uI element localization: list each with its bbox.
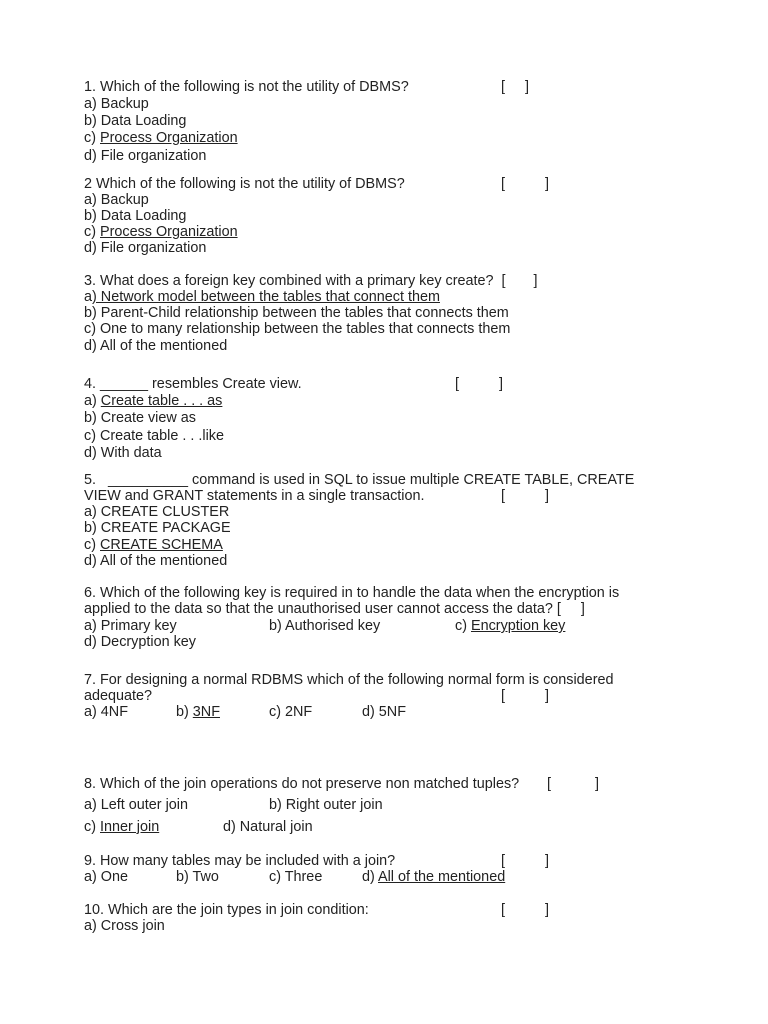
question-10-text: 10. Which are the join types in join condition: — [84, 902, 369, 918]
question-6-text-line-1: 6. Which of the following key is required in to handle the data when the encryption is — [84, 585, 620, 601]
correct-answer: All of the mentioned — [378, 869, 506, 885]
question-4-answer-bracket: [ ] — [455, 376, 503, 392]
question-7-text-line-1: 7. For designing a normal RDBMS which of the following normal form is considered — [84, 672, 614, 688]
question-8-option-c — [84, 819, 159, 836]
question-8-option-b: b) Right outer join — [269, 797, 383, 813]
question-4-option-c: c) Create table . . .like — [84, 428, 224, 444]
question-5-option-c — [84, 537, 223, 554]
question-3-option-d: d) All of the mentioned — [84, 338, 228, 354]
correct-answer: Process Organization — [100, 224, 238, 240]
question-3-option-b: b) Parent-Child relationship between the tables that connects them — [84, 305, 509, 321]
question-1-option-c — [84, 130, 238, 147]
question-1-option-a: a) Backup — [84, 96, 149, 112]
question-6-option-d: d) Decryption key — [84, 634, 196, 650]
question-2-option-d: d) File organization — [84, 240, 207, 256]
question-1-option-d: d) File organization — [84, 148, 207, 164]
question-5-option-a: a) CREATE CLUSTER — [84, 504, 230, 520]
question-1-answer-bracket: [ ] — [501, 79, 529, 95]
option-prefix: c) — [84, 537, 100, 553]
question-6-option-c — [455, 618, 565, 635]
question-7-option-a: a) 4NF — [84, 704, 128, 720]
question-1-option-b: b) Data Loading — [84, 113, 187, 129]
question-10-answer-bracket: [ ] — [501, 902, 549, 918]
correct-answer: ) Network model between the tables that connect them — [92, 289, 440, 305]
question-9-option-b: b) Two — [176, 869, 219, 885]
option-prefix: a — [84, 289, 93, 305]
question-7-option-c: c) 2NF — [269, 704, 313, 720]
correct-answer: Inner join — [100, 819, 160, 835]
question-6-option-a: a) Primary key — [84, 618, 177, 634]
question-5-option-d: d) All of the mentioned — [84, 553, 228, 569]
option-prefix: c) — [84, 224, 100, 240]
question-8-text: 8. Which of the join operations do not preserve non matched tuples? — [84, 776, 520, 792]
option-prefix: c) — [455, 618, 471, 634]
correct-answer: CREATE SCHEMA — [100, 537, 223, 553]
question-7-option-b — [176, 704, 220, 721]
question-5-text-line-1: 5. __________ command is used in SQL to issue multiple CREATE TABLE, CREATE — [84, 472, 635, 488]
question-2-text: 2 Which of the following is not the utility of DBMS? — [84, 176, 405, 192]
question-7-option-d: d) 5NF — [362, 704, 406, 720]
question-3-option-c: c) One to many relationship between the tables that connects them — [84, 321, 511, 337]
question-9-text: 9. How many tables may be included with a join? — [84, 853, 396, 869]
correct-answer: Create table . . . as — [100, 393, 223, 409]
question-6-option-b: b) Authorised key — [269, 618, 381, 634]
question-7-answer-bracket: [ ] — [501, 688, 549, 704]
question-9-option-a: a) One — [84, 869, 128, 885]
question-3-text: 3. What does a foreign key combined with a primary key create? [ ] — [84, 273, 538, 289]
option-prefix: d) — [362, 869, 378, 885]
question-9-option-d — [362, 869, 505, 886]
question-1-text: 1. Which of the following is not the utility of DBMS? — [84, 79, 409, 95]
question-4-option-a — [84, 393, 222, 410]
question-2-answer-bracket: [ ] — [501, 176, 549, 192]
question-9-answer-bracket: [ ] — [501, 853, 549, 869]
question-2-option-b: b) Data Loading — [84, 208, 187, 224]
correct-answer: Encryption key — [471, 618, 566, 634]
question-2-option-c — [84, 224, 238, 241]
question-10-option-a: a) Cross join — [84, 918, 165, 934]
option-prefix: c) — [84, 819, 100, 835]
question-5-answer-bracket: [ ] — [501, 488, 549, 504]
question-9-option-c: c) Three — [269, 869, 323, 885]
question-4-text: 4. ______ resembles Create view. — [84, 376, 302, 392]
question-5-text-line-2: VIEW and GRANT statements in a single transaction. — [84, 488, 425, 504]
question-7-text-line-2: adequate? — [84, 688, 153, 704]
correct-answer: 3NF — [192, 704, 220, 720]
option-prefix: c) — [84, 130, 100, 146]
question-4-option-d: d) With data — [84, 445, 162, 461]
question-6-text-line-2: applied to the data so that the unauthorised user cannot access the data? [ ] — [84, 601, 585, 617]
question-4-option-b: b) Create view as — [84, 410, 196, 426]
question-2-option-a: a) Backup — [84, 192, 149, 208]
question-5-option-b: b) CREATE PACKAGE — [84, 520, 231, 536]
question-8-answer-bracket: [ ] — [547, 776, 599, 792]
option-prefix: a) — [84, 393, 101, 409]
correct-answer: Process Organization — [100, 130, 238, 146]
question-8-option-d: d) Natural join — [223, 819, 313, 835]
question-3-option-a — [84, 289, 440, 306]
question-8-option-a: a) Left outer join — [84, 797, 188, 813]
option-prefix: b) — [176, 704, 193, 720]
